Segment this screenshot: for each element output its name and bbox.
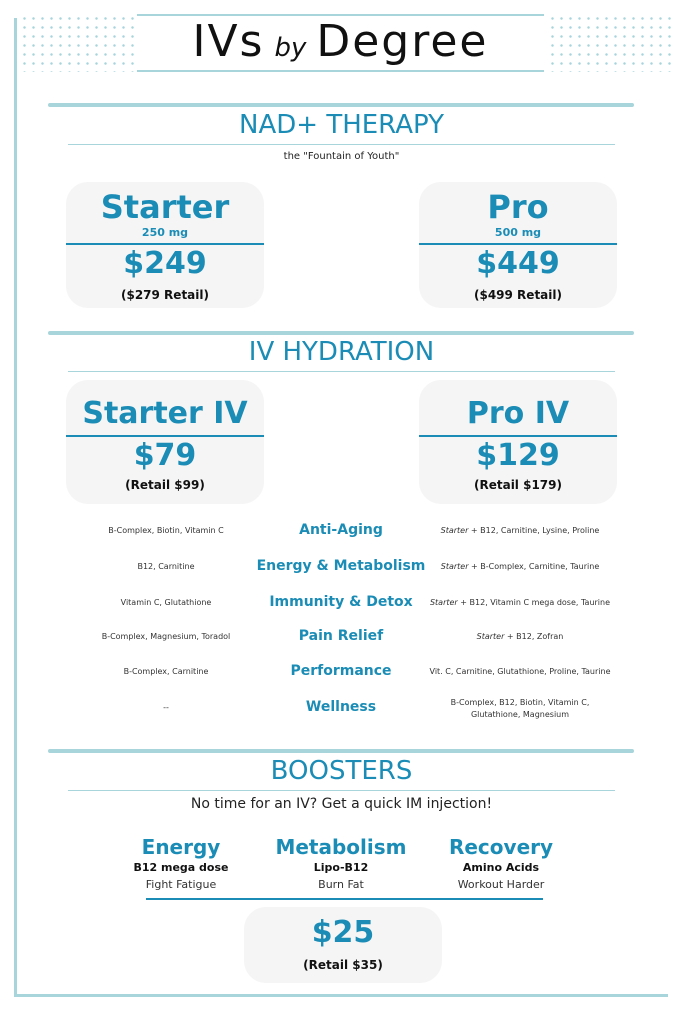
row-starter-ingredients: B-Complex, Carnitine	[123, 667, 209, 676]
row-pro-ingredients: Vit. C, Carnitine, Glutathione, Proline, Taurine	[429, 667, 611, 676]
card-price: $249	[123, 246, 207, 281]
card-divider	[419, 243, 617, 245]
dot-pattern-left	[20, 14, 135, 72]
title-ivs: IVs	[192, 16, 265, 67]
booster-name: Energy	[141, 835, 221, 859]
row-name: Performance	[290, 663, 392, 679]
dot-pattern-right	[548, 14, 676, 72]
row-name: Wellness	[305, 699, 377, 715]
nad-subtitle: the "Fountain of Youth"	[283, 151, 400, 162]
booster-dose: Amino Acids	[462, 861, 540, 874]
section-divider-hydration	[48, 331, 634, 335]
nad-pro-card	[419, 182, 617, 308]
booster-desc: Fight Fatigue	[145, 878, 217, 891]
booster-name: Recovery	[448, 835, 554, 859]
row-name: Anti-Aging	[299, 522, 383, 538]
title-by: by	[274, 33, 307, 63]
card-retail: ($499 Retail)	[474, 288, 562, 302]
nad-underline	[68, 144, 615, 145]
card-name: Starter IV	[82, 396, 248, 431]
card-dose: 250 mg	[141, 226, 189, 239]
card-divider	[66, 243, 264, 245]
row-starter-ingredients: B-Complex, Magnesium, Toradol	[101, 632, 231, 641]
frame-left-border	[14, 18, 17, 996]
hydration-pro-card	[419, 380, 617, 504]
card-name: Pro IV	[466, 396, 570, 431]
card-name: Pro	[487, 188, 549, 226]
hydration-row-wellness	[0, 697, 683, 733]
row-starter-ingredients: B-Complex, Biotin, Vitamin C	[108, 526, 224, 535]
card-retail: (Retail $179)	[474, 478, 562, 492]
boosters-subtitle: No time for an IV? Get a quick IM injection!	[190, 796, 493, 812]
card-price: $129	[476, 438, 560, 473]
booster-price: $25	[311, 915, 375, 950]
booster-name: Metabolism	[275, 835, 407, 859]
nad-heading: NAD+ THERAPY	[239, 110, 444, 140]
booster-metabolism	[261, 835, 421, 891]
booster-energy	[101, 835, 261, 891]
hydration-row-immunity-detox	[0, 592, 683, 622]
row-pro-ingredients: Starter + B12, Zofran	[476, 632, 564, 641]
card-dose: 500 mg	[494, 226, 542, 239]
title-degree: Degree	[316, 16, 489, 67]
row-pro-ingredients: B-Complex, B12, Biotin, Vitamin C, Glutathione, Magnesium	[450, 698, 590, 719]
nad-starter-card	[66, 182, 264, 308]
booster-dose: Lipo-B12	[313, 861, 369, 874]
card-name: Starter	[100, 188, 230, 226]
row-name: Energy & Metabolism	[256, 558, 426, 574]
page-title	[137, 14, 544, 72]
row-pro-ingredients: Starter + B12, Carnitine, Lysine, Proline	[440, 526, 600, 535]
booster-desc: Burn Fat	[318, 878, 364, 891]
card-price: $79	[133, 438, 197, 473]
card-divider	[66, 435, 264, 437]
row-name: Pain Relief	[298, 628, 384, 644]
hydration-starter-card	[66, 380, 264, 504]
boosters-underline	[68, 790, 615, 791]
row-starter-ingredients: B12, Carnitine	[137, 562, 195, 571]
hydration-underline	[68, 371, 615, 372]
booster-desc: Workout Harder	[457, 878, 545, 891]
booster-retail: (Retail $35)	[303, 958, 383, 972]
card-retail: (Retail $99)	[125, 478, 205, 492]
section-divider-boosters	[48, 749, 634, 753]
row-pro-ingredients: Starter + B-Complex, Carnitine, Taurine	[440, 562, 600, 571]
row-pro-ingredients: Starter + B12, Vitamin C mega dose, Taurine	[429, 598, 611, 607]
section-divider-nad	[48, 103, 634, 107]
hydration-row-anti-aging	[0, 520, 683, 550]
card-divider	[419, 435, 617, 437]
row-name: Immunity & Detox	[269, 594, 413, 610]
row-starter-ingredients: Vitamin C, Glutathione	[120, 598, 212, 607]
card-retail: ($279 Retail)	[121, 288, 209, 302]
card-price: $449	[476, 246, 560, 281]
hydration-heading: IV HYDRATION	[248, 337, 435, 367]
hydration-row-pain-relief	[0, 626, 683, 656]
hydration-row-energy-metabolism	[0, 556, 683, 586]
frame-bottom-border	[14, 994, 668, 997]
booster-recovery	[421, 835, 581, 891]
booster-price-card	[244, 907, 442, 983]
boosters-heading: BOOSTERS	[270, 756, 413, 786]
hydration-row-performance	[0, 661, 683, 691]
booster-dose: B12 mega dose	[133, 861, 229, 874]
boosters-divider	[146, 898, 543, 900]
row-starter-ingredients: --	[163, 703, 169, 712]
